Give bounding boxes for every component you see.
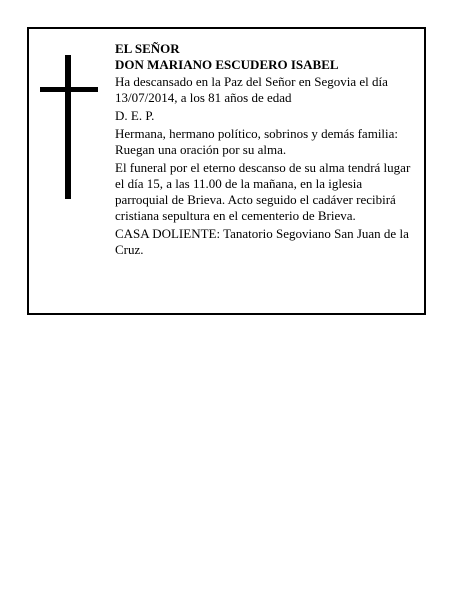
family-request: Hermana, hermano político, sobrinos y demás familia: Ruegan una oración por su alma. xyxy=(115,126,399,157)
mourning-house: CASA DOLIENTE: Tanatorio Segoviano San Juan de la Cruz. xyxy=(115,226,409,257)
cross-vertical-bar xyxy=(65,55,71,199)
funeral-details: El funeral por el eterno descanso de su alma tendrá lugar el día 15, a las 11.00 de la mañana, en la iglesia parroquial de Brieva. Acto seguido el cadáver recibirá cristiana sepultura en el cementerio de Brieva. xyxy=(115,160,411,223)
obituary-notice xyxy=(27,27,426,315)
cross-horizontal-bar xyxy=(40,87,98,92)
rest-in-peace: D. E. P. xyxy=(115,108,155,123)
death-announcement: Ha descansado en la Paz del Señor en Segovia el día 13/07/2014, a los 81 años de edad xyxy=(115,74,388,105)
obituary-text xyxy=(115,41,417,260)
deceased-name: DON MARIANO ESCUDERO ISABEL xyxy=(115,57,339,72)
deceased-title: EL SEÑOR xyxy=(115,41,180,56)
cross-icon xyxy=(40,55,98,199)
